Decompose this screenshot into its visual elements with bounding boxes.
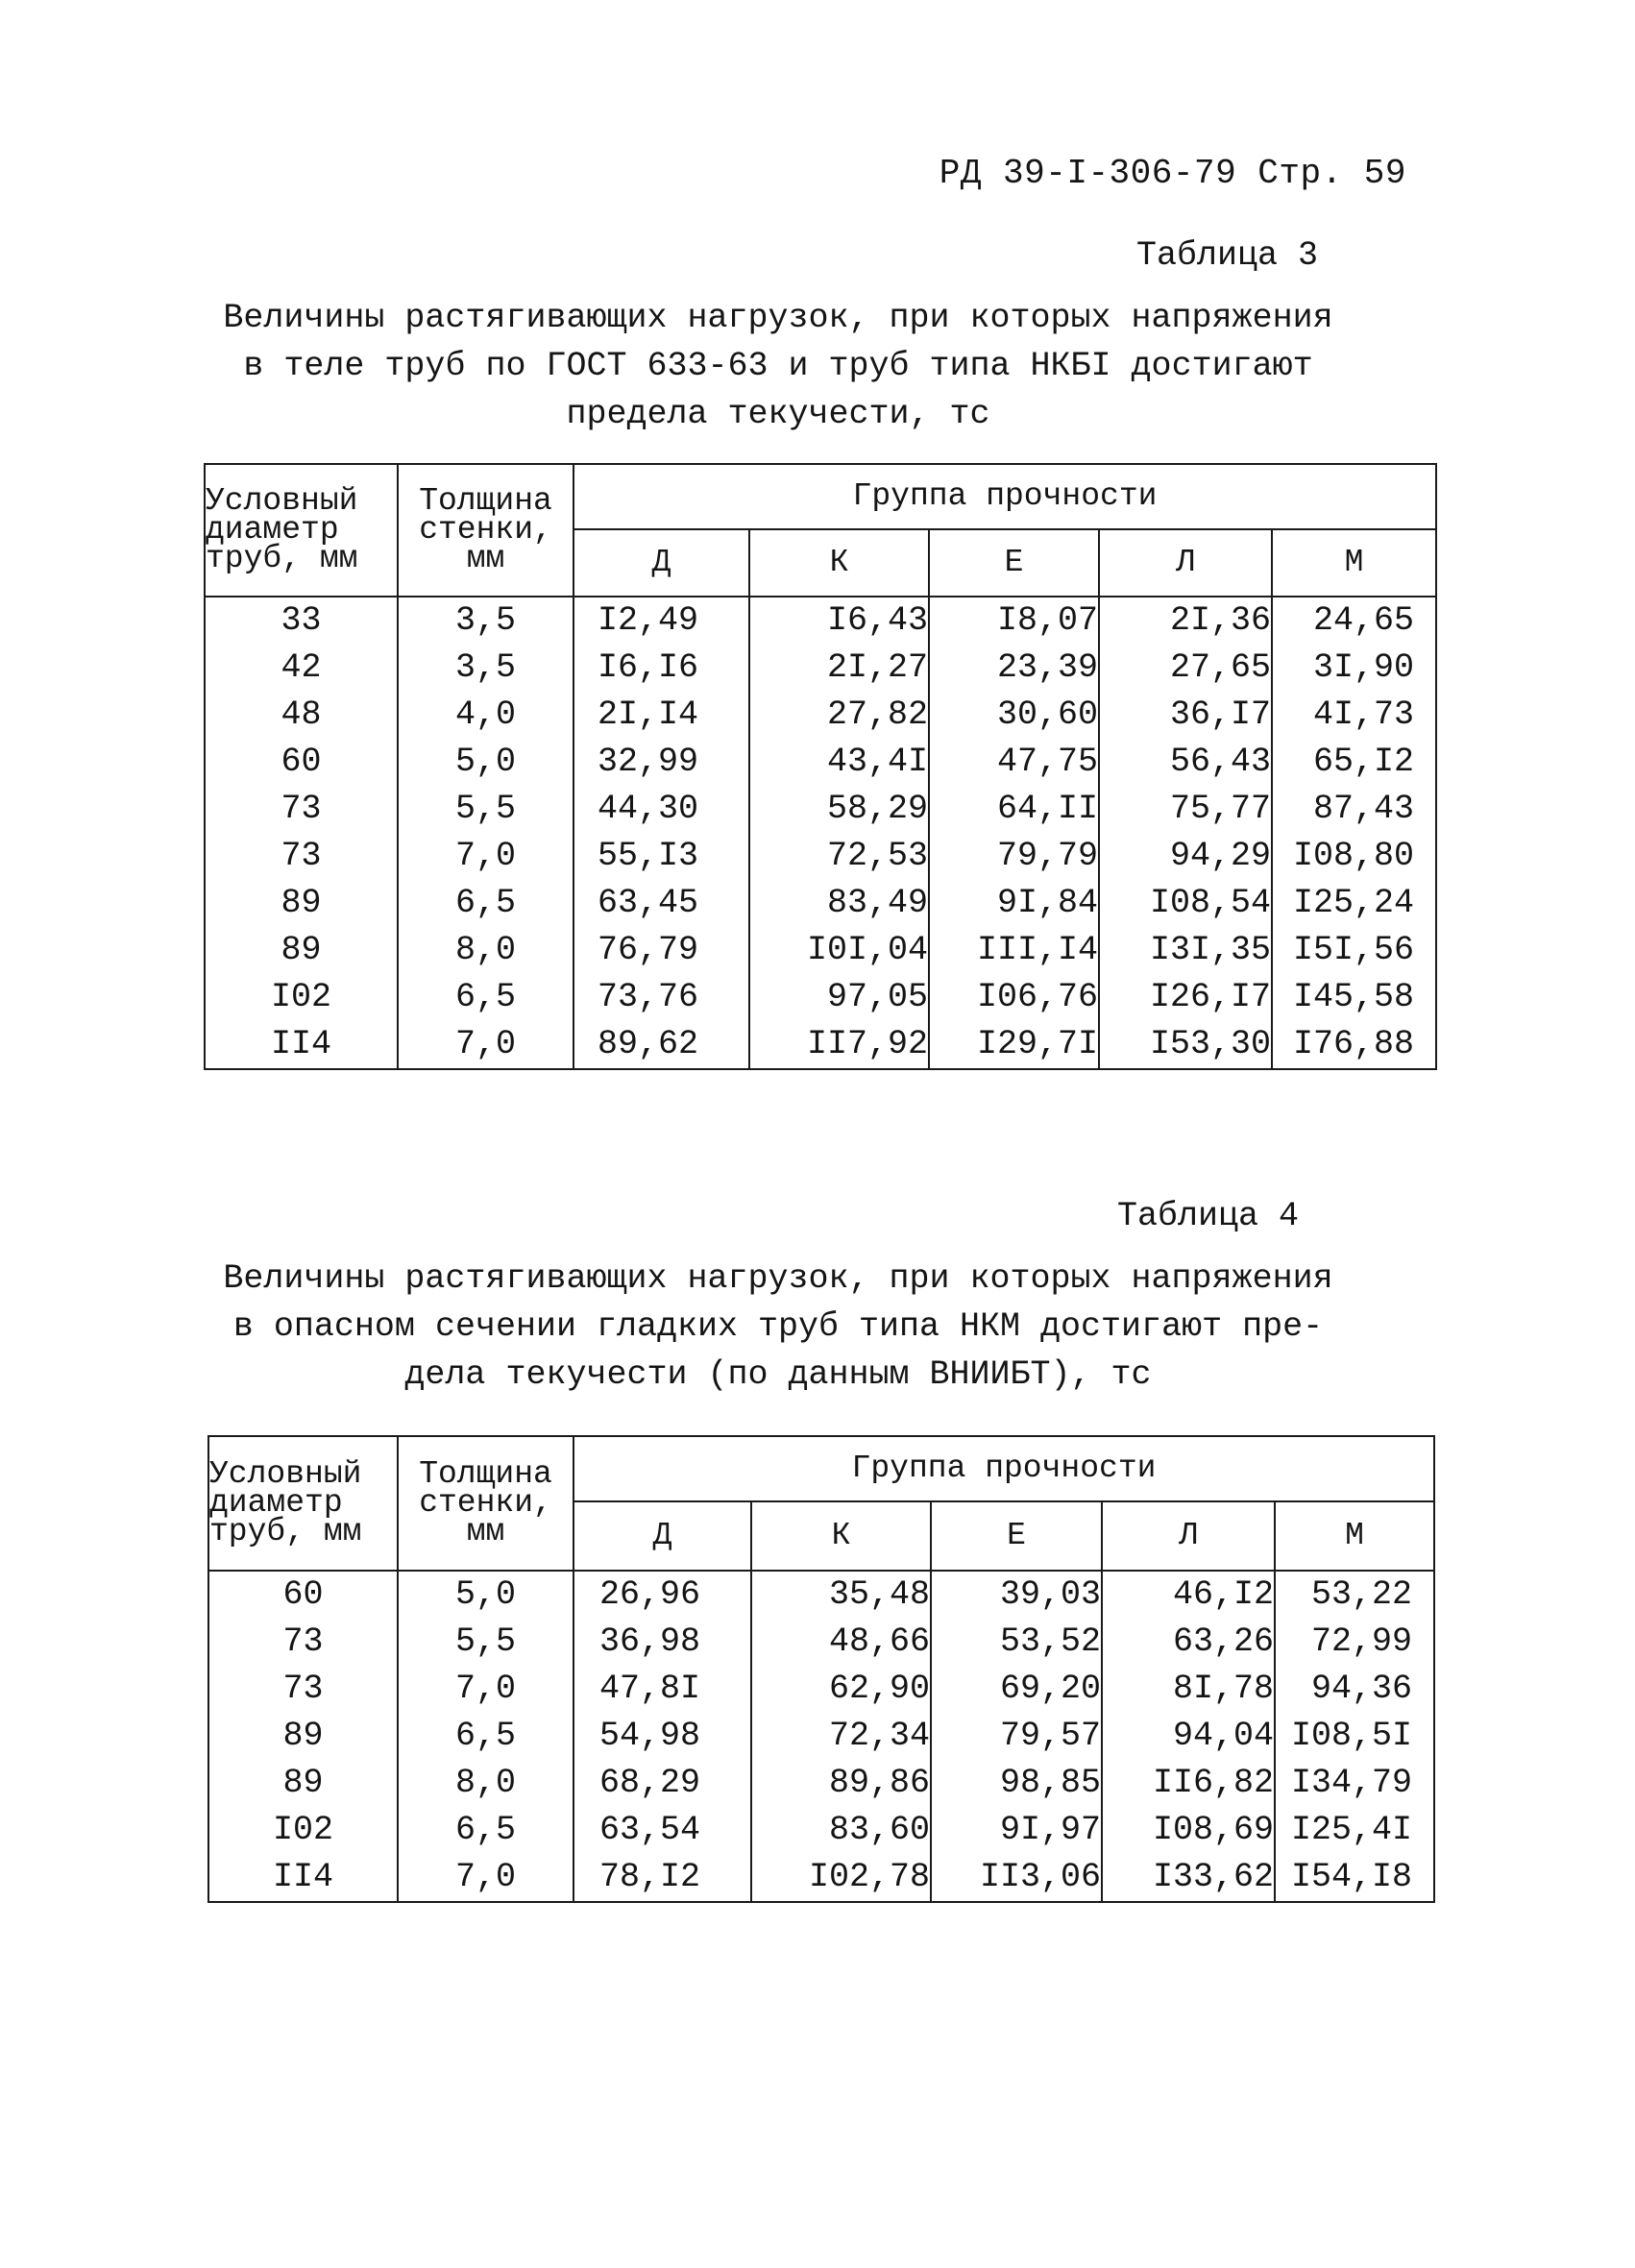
- header-line: стенки,: [419, 512, 552, 548]
- table-cell: III,I4: [976, 931, 1098, 969]
- table-cell: II4: [270, 1025, 331, 1063]
- header-strength-group: Группа прочности: [573, 1436, 1434, 1501]
- table-cell: 5,0: [454, 1575, 516, 1614]
- table-cell: I06,76: [976, 978, 1098, 1016]
- header-grade-k: К: [751, 1501, 931, 1571]
- header-line: Толщина: [419, 1456, 552, 1492]
- table-cell: 64,II: [996, 790, 1098, 828]
- grade-d-column: [573, 1571, 751, 1902]
- header-diameter: [205, 464, 398, 597]
- header-diameter: [208, 1436, 398, 1571]
- table-cell: I0I,04: [806, 931, 928, 969]
- header-line: стенки,: [419, 1485, 552, 1521]
- table-cell: 7,0: [454, 1025, 516, 1063]
- table-cell: 76,79: [597, 931, 698, 969]
- table-cell: 23,39: [996, 648, 1098, 687]
- table-3-number: Таблица 3: [1135, 236, 1318, 275]
- table-cell: I25,4I: [1291, 1811, 1413, 1849]
- table-cell: 4,0: [454, 695, 516, 734]
- table-cell: 55,I3: [597, 837, 698, 875]
- table-cell: 5,5: [454, 790, 516, 828]
- table-cell: 8,0: [454, 1764, 516, 1802]
- table-cell: I3I,35: [1149, 931, 1271, 969]
- table-cell: 36,I7: [1169, 695, 1271, 734]
- table-cell: 89,62: [597, 1025, 698, 1063]
- caption-line: в опасном сечении гладких труб типа НКМ достигают пре-: [232, 1307, 1324, 1346]
- table-cell: I53,30: [1149, 1025, 1271, 1063]
- table-cell: I45,58: [1293, 978, 1415, 1016]
- grade-d-column: [573, 597, 749, 1069]
- table-cell: 98,85: [999, 1764, 1101, 1802]
- header-line: Толщина: [419, 483, 552, 519]
- header-line: труб, мм: [209, 1514, 362, 1549]
- table-cell: I54,I8: [1291, 1858, 1413, 1896]
- table-cell: 36,98: [598, 1622, 700, 1661]
- table-cell: 53,22: [1311, 1575, 1413, 1614]
- table-cell: I02,78: [808, 1858, 930, 1896]
- table-cell: 73: [281, 790, 322, 828]
- table-cell: 5,5: [454, 1622, 516, 1661]
- table-cell: 6,5: [454, 884, 516, 922]
- header-grade-d: Д: [573, 529, 749, 597]
- caption-line: Величины растягивающих нагрузок, при которых напряжения: [223, 299, 1333, 337]
- table-3: [204, 463, 1437, 1070]
- grade-e-column: [931, 1571, 1102, 1902]
- page-header: РД 39-I-306-79 Стр. 59: [939, 154, 1406, 193]
- table-cell: I5I,56: [1293, 931, 1415, 969]
- table-cell: 35,48: [828, 1575, 930, 1614]
- caption-line: в теле труб по ГОСТ 633-63 и труб типа НКБI достигают: [243, 347, 1313, 385]
- grade-k-column: [749, 597, 929, 1069]
- header-strength-group: Группа прочности: [573, 464, 1436, 529]
- table-cell: 3,5: [454, 601, 516, 640]
- header-line: диаметр: [209, 1485, 343, 1521]
- table-cell: I08,5I: [1291, 1717, 1413, 1755]
- table-cell: I08,80: [1293, 837, 1415, 875]
- table-cell: 79,79: [996, 837, 1098, 875]
- table-cell: 89: [282, 1764, 324, 1802]
- table-cell: 27,65: [1169, 648, 1271, 687]
- table-cell: 3I,90: [1313, 648, 1415, 687]
- table-cell: I76,88: [1293, 1025, 1415, 1063]
- table-cell: 62,90: [828, 1670, 930, 1708]
- table-cell: I25,24: [1293, 884, 1415, 922]
- table-cell: 5,0: [454, 743, 516, 781]
- table-cell: II7,92: [806, 1025, 928, 1063]
- table-cell: 68,29: [598, 1764, 700, 1802]
- diameter-column: [205, 597, 398, 1069]
- table-cell: 73: [282, 1622, 324, 1661]
- table-cell: 9I,97: [999, 1811, 1101, 1849]
- table-cell: 2I,I4: [597, 695, 698, 734]
- header-line: труб, мм: [206, 541, 358, 576]
- table-cell: 72,99: [1311, 1622, 1413, 1661]
- table-cell: I34,79: [1291, 1764, 1413, 1802]
- header-grade-m: М: [1272, 529, 1436, 597]
- table-cell: I26,I7: [1149, 978, 1271, 1016]
- table-cell: 9I,84: [996, 884, 1098, 922]
- table-cell: 63,45: [597, 884, 698, 922]
- table-3-caption: [202, 294, 1354, 438]
- table-cell: 58,29: [826, 790, 928, 828]
- header-line: Условный: [209, 1456, 362, 1492]
- table-cell: 87,43: [1313, 790, 1415, 828]
- table-cell: I08,54: [1149, 884, 1271, 922]
- caption-line: Величины растягивающих нагрузок, при которых напряжения: [223, 1259, 1333, 1298]
- grade-k-column: [751, 1571, 931, 1902]
- table-cell: 56,43: [1169, 743, 1271, 781]
- table-cell: 7,0: [454, 1858, 516, 1896]
- header-grade-d: Д: [573, 1501, 751, 1571]
- table-cell: 89: [281, 884, 322, 922]
- table-cell: 8,0: [454, 931, 516, 969]
- header-line: мм: [466, 1514, 505, 1549]
- table-cell: 73,76: [597, 978, 698, 1016]
- table-cell: 6,5: [454, 1811, 516, 1849]
- table-cell: 65,I2: [1313, 743, 1415, 781]
- table-cell: I8,07: [996, 601, 1098, 640]
- table-cell: I29,7I: [976, 1025, 1098, 1063]
- table-cell: 89: [281, 931, 322, 969]
- table-cell: 47,75: [996, 743, 1098, 781]
- grade-m-column: [1272, 597, 1436, 1069]
- grade-e-column: [929, 597, 1099, 1069]
- table-cell: 72,34: [828, 1717, 930, 1755]
- table-cell: I08,69: [1152, 1811, 1274, 1849]
- grade-l-column: [1102, 1571, 1275, 1902]
- table-cell: 4I,73: [1313, 695, 1415, 734]
- header-wall-thickness: [398, 464, 573, 597]
- table-cell: 94,36: [1311, 1670, 1413, 1708]
- table-cell: 43,4I: [826, 743, 928, 781]
- wall-column: [398, 597, 573, 1069]
- table-cell: 94,04: [1172, 1717, 1274, 1755]
- table-cell: 46,I2: [1172, 1575, 1274, 1614]
- header-grade-k: К: [749, 529, 929, 597]
- table-cell: 72,53: [826, 837, 928, 875]
- header-line: диаметр: [206, 512, 339, 548]
- grade-m-column: [1275, 1571, 1434, 1902]
- table-cell: 27,82: [826, 695, 928, 734]
- table-cell: 60: [282, 1575, 324, 1614]
- header-grade-m: М: [1275, 1501, 1434, 1571]
- table-4: [207, 1435, 1435, 1903]
- table-cell: 97,05: [826, 978, 928, 1016]
- table-cell: II4: [272, 1858, 333, 1896]
- table-cell: II6,82: [1152, 1764, 1274, 1802]
- table-cell: 73: [281, 837, 322, 875]
- wall-column: [398, 1571, 573, 1902]
- table-4-caption: [202, 1255, 1354, 1399]
- diameter-column: [208, 1571, 398, 1902]
- table-cell: 48: [281, 695, 322, 734]
- table-4-number: Таблица 4: [1116, 1197, 1299, 1235]
- header-line: Условный: [206, 483, 358, 519]
- table-cell: 33: [281, 601, 322, 640]
- header-grade-e: Е: [931, 1501, 1102, 1571]
- header-wall-thickness: [398, 1436, 573, 1571]
- table-cell: 89: [282, 1717, 324, 1755]
- table-cell: I2,49: [597, 601, 698, 640]
- table-body: [205, 597, 1436, 1069]
- table-cell: 83,60: [828, 1811, 930, 1849]
- table-cell: 48,66: [828, 1622, 930, 1661]
- table-cell: 2I,27: [826, 648, 928, 687]
- table-cell: 83,49: [826, 884, 928, 922]
- table-cell: 94,29: [1169, 837, 1271, 875]
- table-cell: I02: [270, 978, 331, 1016]
- table-cell: I6,43: [826, 601, 928, 640]
- grade-l-column: [1099, 597, 1272, 1069]
- table-cell: 60: [281, 743, 322, 781]
- table-cell: 3,5: [454, 648, 516, 687]
- table-cell: 73: [282, 1670, 324, 1708]
- table-cell: 75,77: [1169, 790, 1271, 828]
- caption-line: предела текучести, тс: [566, 395, 990, 433]
- table-cell: 47,8I: [598, 1670, 700, 1708]
- header-grade-l: Л: [1102, 1501, 1275, 1571]
- table-cell: 79,57: [999, 1717, 1101, 1755]
- table-cell: 7,0: [454, 837, 516, 875]
- table-cell: 54,98: [598, 1717, 700, 1755]
- table-cell: 6,5: [454, 978, 516, 1016]
- table-cell: 39,03: [999, 1575, 1101, 1614]
- caption-line: дела текучести (по данным ВНИИБТ), тс: [404, 1355, 1152, 1394]
- table-cell: 30,60: [996, 695, 1098, 734]
- table-body: [208, 1571, 1434, 1902]
- header-line: мм: [466, 541, 505, 576]
- table-cell: 63,54: [598, 1811, 700, 1849]
- table-cell: 32,99: [597, 743, 698, 781]
- table-cell: 63,26: [1172, 1622, 1274, 1661]
- table-cell: 78,I2: [598, 1858, 700, 1896]
- table-cell: 89,86: [828, 1764, 930, 1802]
- table-cell: I33,62: [1152, 1858, 1274, 1896]
- table-cell: 24,65: [1313, 601, 1415, 640]
- table-cell: 8I,78: [1172, 1670, 1274, 1708]
- table-cell: 2I,36: [1169, 601, 1271, 640]
- table-cell: 44,30: [597, 790, 698, 828]
- table-cell: 26,96: [598, 1575, 700, 1614]
- table-cell: 69,20: [999, 1670, 1101, 1708]
- table-cell: I02: [272, 1811, 333, 1849]
- table-cell: II3,06: [979, 1858, 1101, 1896]
- table-cell: 42: [281, 648, 322, 687]
- table-cell: 6,5: [454, 1717, 516, 1755]
- table-cell: 53,52: [999, 1622, 1101, 1661]
- table-cell: I6,I6: [597, 648, 698, 687]
- header-grade-e: Е: [929, 529, 1099, 597]
- table-cell: 7,0: [454, 1670, 516, 1708]
- header-grade-l: Л: [1099, 529, 1272, 597]
